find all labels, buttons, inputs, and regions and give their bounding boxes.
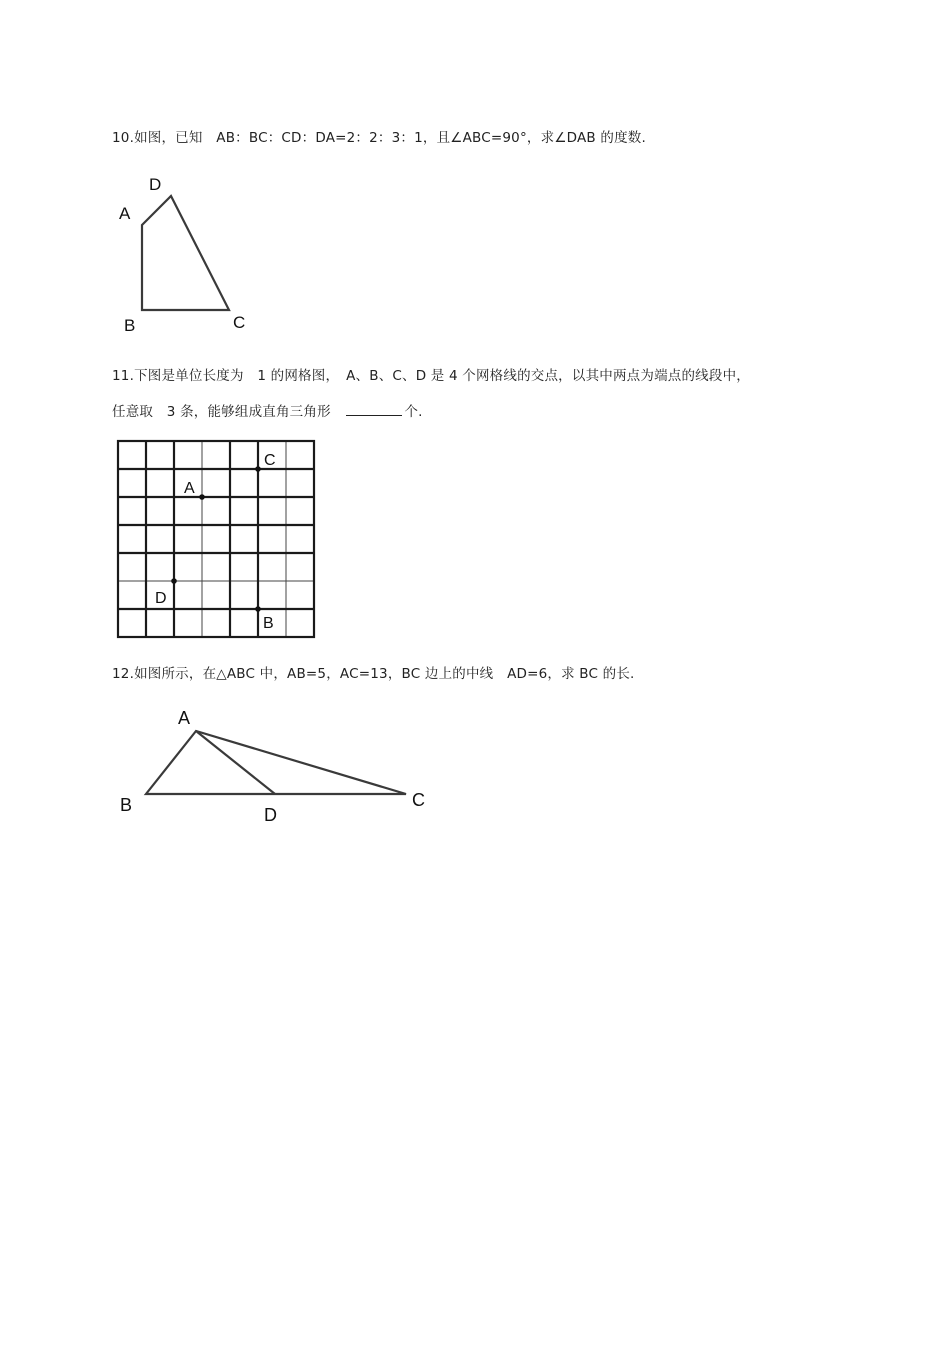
- question-10-quadrilateral-figure: [110, 170, 270, 340]
- grid-label-c: C: [264, 452, 276, 469]
- grid-point-b: [255, 606, 261, 612]
- question-12-text: 12.如图所示，在△ABC 中，AB=5，AC=13，BC 边上的中线 AD=6，求 BC 的长.: [112, 666, 635, 682]
- grid-label-d: D: [155, 590, 167, 607]
- question-10-text: 10.如图，已知 AB：BC：CD：DA=2：2：3：1，且∠ABC=90°，求∠DAB 的度数.: [112, 130, 646, 146]
- grid-label-b: B: [263, 615, 274, 632]
- triangle-abc: [146, 731, 406, 794]
- question-11-line-1: 11.下图是单位长度为 1 的网格图， A、B、C、D 是 4 个网格线的交点，以其中两点为端点的线段中，: [112, 368, 750, 384]
- median-ad: [196, 731, 275, 794]
- triangle-label-a: A: [178, 708, 191, 728]
- grid-thin-lines: [118, 441, 314, 637]
- triangle-label-c: C: [412, 790, 425, 810]
- grid-point-a: [199, 494, 205, 500]
- vertex-label-b: B: [124, 316, 136, 335]
- grid-point-d: [171, 578, 177, 584]
- question-11-line-2: [112, 400, 423, 420]
- triangle-label-d: D: [264, 805, 277, 825]
- question-11-line-2-after: 个.: [404, 404, 423, 420]
- vertex-label-d: D: [149, 175, 162, 194]
- grid-bold-lines: [118, 441, 314, 637]
- question-11-line-2-before: 任意取 3 条，能够组成直角三角形: [112, 404, 345, 420]
- vertex-label-a: A: [119, 204, 131, 223]
- question-12-triangle-figure: [110, 700, 450, 830]
- grid-point-c: [255, 466, 261, 472]
- grid-label-a: A: [184, 480, 195, 497]
- answer-blank: [346, 403, 402, 416]
- vertex-label-c: C: [233, 313, 246, 332]
- question-11-grid-figure: [110, 432, 330, 646]
- triangle-label-b: B: [120, 795, 133, 815]
- quadrilateral-abcd: [142, 196, 229, 310]
